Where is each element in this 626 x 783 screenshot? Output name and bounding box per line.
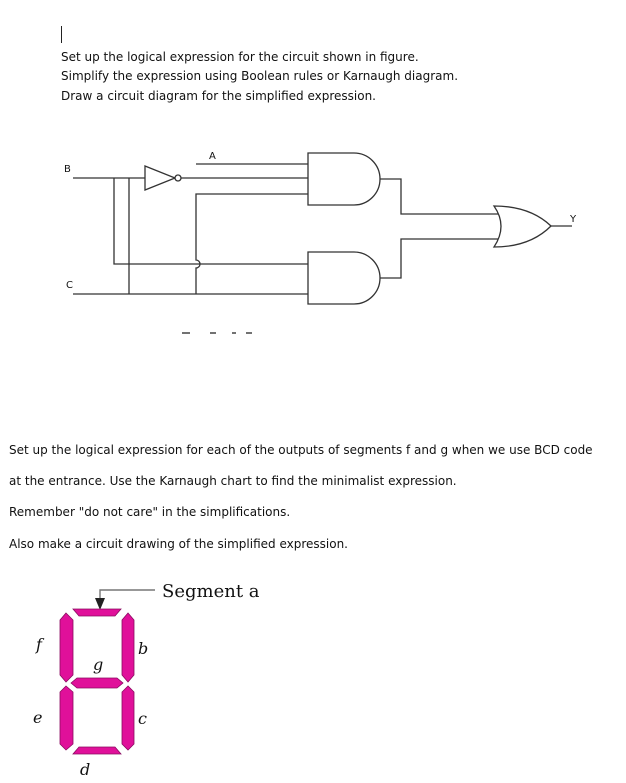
question2-line-1: Set up the logical expression for each of the outputs of segments f and g when we use BCD code	[9, 443, 593, 457]
segment-b-label: b	[138, 639, 149, 658]
segment-f-label: f	[36, 635, 42, 654]
segment-d	[73, 747, 121, 754]
segment-a-arrowhead	[95, 598, 105, 610]
segment-a-caption: Segment a	[162, 581, 260, 602]
segment-c	[122, 686, 134, 750]
question2-line-2: at the entrance. Use the Karnaugh chart to find the minimalist expression.	[9, 474, 457, 488]
segment-g	[71, 678, 123, 688]
question1-line-2: Simplify the expression using Boolean rules or Karnaugh diagram.	[61, 69, 459, 83]
input-c-label: C	[66, 280, 73, 291]
segment-a-leader-line	[100, 590, 155, 600]
segment-d-label: d	[80, 760, 91, 779]
segment-f	[60, 613, 73, 682]
input-b-label: B	[64, 164, 71, 175]
input-a-label: A	[209, 151, 216, 162]
question1-line-3: Draw a circuit diagram for the simplified expression.	[61, 89, 376, 103]
question1-line-1: Set up the logical expression for the circuit shown in figure.	[61, 50, 419, 64]
output-y-label: Y	[570, 214, 577, 225]
segment-e-label: e	[33, 708, 43, 727]
segment-c-label: c	[138, 709, 147, 728]
segment-e	[60, 686, 73, 750]
question2-line-3: Remember "do not care" in the simplifications.	[9, 505, 291, 519]
segment-g-label: g	[93, 655, 104, 674]
segment-a	[73, 609, 121, 616]
question2-line-4: Also make a circuit drawing of the simplified expression.	[9, 537, 348, 551]
segment-b	[122, 613, 134, 682]
